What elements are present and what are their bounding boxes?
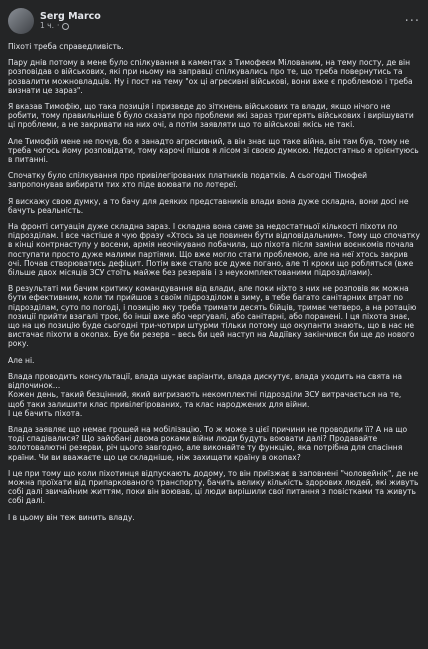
post-paragraph: І це при тому що коли піхотинця відпускають додому, то він приїзжає в заповнені "чоловейнік", де не можна проїхати від припаркованого транспорту, бачить велику кількість здорових людей, які живуть собі далі звичайним життям, поки він воював, ці люди вирішили свої питання з повістками та живуть собі далі. bbox=[8, 468, 419, 506]
post-header bbox=[8, 6, 420, 36]
author-avatar[interactable] bbox=[8, 8, 34, 34]
post-paragraph: Я вискажу свою думку, а то бачу для деяких представників влади вона дуже складна, вони досі не бачуть реальність. bbox=[8, 196, 409, 215]
author-block bbox=[40, 12, 101, 31]
post-time[interactable]: 1 ч. bbox=[40, 21, 54, 31]
post-paragraph: Але Тимофій мене не почув, бо я занадто агресивний, а він знає що таке війна, він там був, тому не треба чогось йому розповідати, тому карочі пішов я лісом зі своєю думкою. Недостатньо я орієнтуюсь в питанні. bbox=[8, 136, 419, 165]
post-paragraph: Влада заявляє що немає грошей на мобілізацію. То ж може з цієї причини не проводили її? А на що тоді спадівалися? Що зайобані двома роками війни люди будуть воювати далі? Продавайте золотовалютні резерви, річ цього завгодно, але виконайте ту функцію, яка потрібна для спасіння країни. Чи ви вважаєте що це складніше, ніж захищати країну в окопах? bbox=[8, 424, 408, 462]
post-paragraph: І в цьому він теж винить владу. bbox=[8, 512, 135, 522]
post-paragraph: І це бачить піхота. bbox=[8, 408, 83, 418]
post-paragraph: На фронті ситуація дуже складна зараз. І складна вона саме за недостатньої кількості піхоти по підрозділам. І все частіше я чую фразу «Хтось за це повинен бути відповідальним». Тому що спочатку в кінці контрнаступу у восени, армія неочікувано побачила, що піхота після заміни воєнкомів почала поступати просто дуже малими партіями. Що вже могло стати проблемою, але на неї хтось закрив очі. Почав створюватись дефіцит. Потім вже стало все дуже погано, але ті кроки що робляться (вже більше двох місяців ЗСУ стоїть майже без резервів і з неукомплектованими підрозділами). bbox=[8, 222, 420, 278]
post-paragraph: Спочатку було спілкування про привілегірованих платників податків. А сьогодні Тімофей запропонував вибирати тих хто піде воювати по лотереї. bbox=[8, 171, 368, 190]
post-paragraph: Пару днів потому в мене було спілкування в каментах з Тимофеєм Мілованим, на тему посту, де він розповідав о військових, які при ньому на заправці спілкувались про те, що треба повернутись та розвалити можновладців. Ну і пост на тему "ох ці агресивні військові, вони вже є проблемою і треба визнати це зараз". bbox=[8, 58, 413, 95]
post-paragraph: Піхоті треба справедливість. bbox=[8, 42, 124, 51]
post-paragraph: Але ні. bbox=[8, 355, 35, 365]
post-meta bbox=[40, 22, 101, 30]
post-paragraph: Влада проводить консультації, влада шукає варіанти, влада дискутує, влада уходить на свята на відпочинок… bbox=[8, 371, 403, 391]
post-paragraph: В результаті ми бачим критику командування від влади, але поки ніхто з них не розповів як можна бути ефективним, коли ти прийшов з своїм підрозділом в зиму, в тебе багато санітарних втрат по підрозділам, суто по погоді, і позицію яку треба тримати десять бійців, тримає четверо, а на ротацію позиції прийти взагалі троє, бо інші вже або чергувалі, або санітарні, або поранені. І ця піхота знає, що на цю позицію буде сьогодні три-чотири штурми тільки потому що окупанти знають, що в нас не вистачає піхоти в окопах. Буе би резерв – весь би цей наступ на Авдіївку закінчився би ще до нового року. bbox=[8, 284, 417, 349]
globe-icon bbox=[62, 23, 69, 30]
more-options-icon[interactable]: ··· bbox=[404, 13, 420, 29]
post-paragraph: Кожен день, такий безцінний, який вигризають некомплектні підрозділи ЗСУ витрачається на те, щоб таки залишити клас привілегірованих, та клас народжених для війни. bbox=[8, 390, 402, 409]
author-name[interactable]: Serg Marco bbox=[40, 10, 101, 22]
post-paragraph: Я вказав Тимофію, що така позиція і призведе до зіткнень військових та влади, якщо нічого не робити, тому правильніше б було сказати про проблеми які зараз тригерять військових і вирішувати ці проблеми, а не закривати на них очі, а потім заявляти що то військові якісь не такі. bbox=[8, 102, 414, 130]
meta-separator: · bbox=[56, 21, 60, 31]
post-body bbox=[8, 42, 420, 522]
